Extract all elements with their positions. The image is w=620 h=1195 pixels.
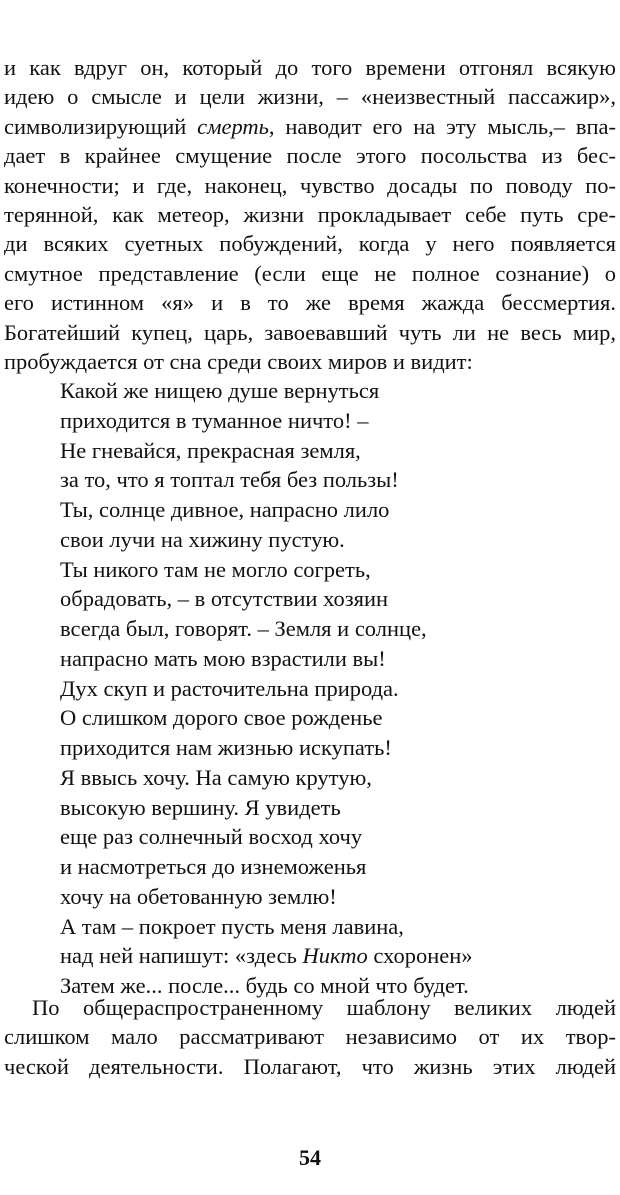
poem-line: свои лучи на хижину пустую. [60,526,345,552]
poem-line: А там – покроет пусть меня лавина, [60,913,404,939]
poem-line: и насмотреться до изнеможенья [60,854,367,879]
text-line: Богатейший купец, царь, завоевавший чуть ли не весь мир, [4,319,616,345]
italic-word: Никто [302,943,368,969]
poem-line: приходится нам жизнью искупать! [60,735,392,760]
text-line: ческой деятельности. Полагают, что жизнь этих людей [4,1053,616,1079]
text-line: конечности; и где, наконец, чувство досады по поводу по- [4,172,616,198]
poem [60,376,580,1001]
poem-line: Затем же... после... будь со мной что будет. [60,973,469,998]
text-line: пробуждается от сна среди своих миров и видит: [4,349,473,375]
text-line: дает в крайнее смущение после этого посольства из бес- [4,143,616,169]
text-line: ди всяких суетных побуждений, когда у него появляется [4,231,616,257]
page-number: 54 [299,1145,321,1170]
poem-line: О слишком дорого свое рожденье [60,705,383,731]
paragraph-top [4,53,616,376]
text-line: смутное представление (если еще не полное сознание) о [4,260,616,286]
paragraph-bottom [4,993,616,1081]
poem-line: обрадовать, – в отсутствии хозяин [60,586,389,612]
text-line: идею о смысле и цели жизни, – «неизвестный пассажир», [4,84,616,110]
poem-line: за то, что я топтал тебя без пользы! [60,467,399,493]
poem-line: над ней напишут: «здесь Никто схоронен» [60,943,473,969]
italic-word: смерть [197,113,269,139]
poem-line: Ты никого там не могло согреть, [60,556,371,582]
text-line: символизирующий смерть, наводит его на эту мысль,– впа- [4,113,616,139]
poem-line: Я ввысь хочу. На самую крутую, [60,764,372,790]
poem-line: Какой же нищею душе вернуться [60,378,380,403]
poem-line: высокую вершину. Я увидеть [60,794,341,820]
poem-line: напрасно мать мою взрастили вы! [60,645,386,671]
poem-line: еще раз солнечный восход хочу [60,824,363,850]
text-line: слишком мало рассматривают независимо от их твор- [4,1024,616,1050]
text-line: его истинном «я» и в то же время жажда бессмертия. [4,290,616,316]
text-line: терянной, как метеор, жизни прокладывает себе путь сре- [4,202,616,228]
poem-line: всегда был, говорят. – Земля и солнце, [60,616,427,641]
poem-line: Ты, солнце дивное, напрасно лило [60,497,390,522]
poem-line: хочу на обетованную землю! [60,883,337,909]
text-line: и как вдруг он, который до того времени отгонял всякую [4,55,616,80]
text-line: По общераспространенному шаблону великих людей [32,995,616,1020]
poem-line: приходится в туманное ничто! – [60,407,369,433]
poem-line: Дух скуп и расточительна природа. [60,675,399,701]
poem-line: Не гневайся, прекрасная земля, [60,437,361,463]
